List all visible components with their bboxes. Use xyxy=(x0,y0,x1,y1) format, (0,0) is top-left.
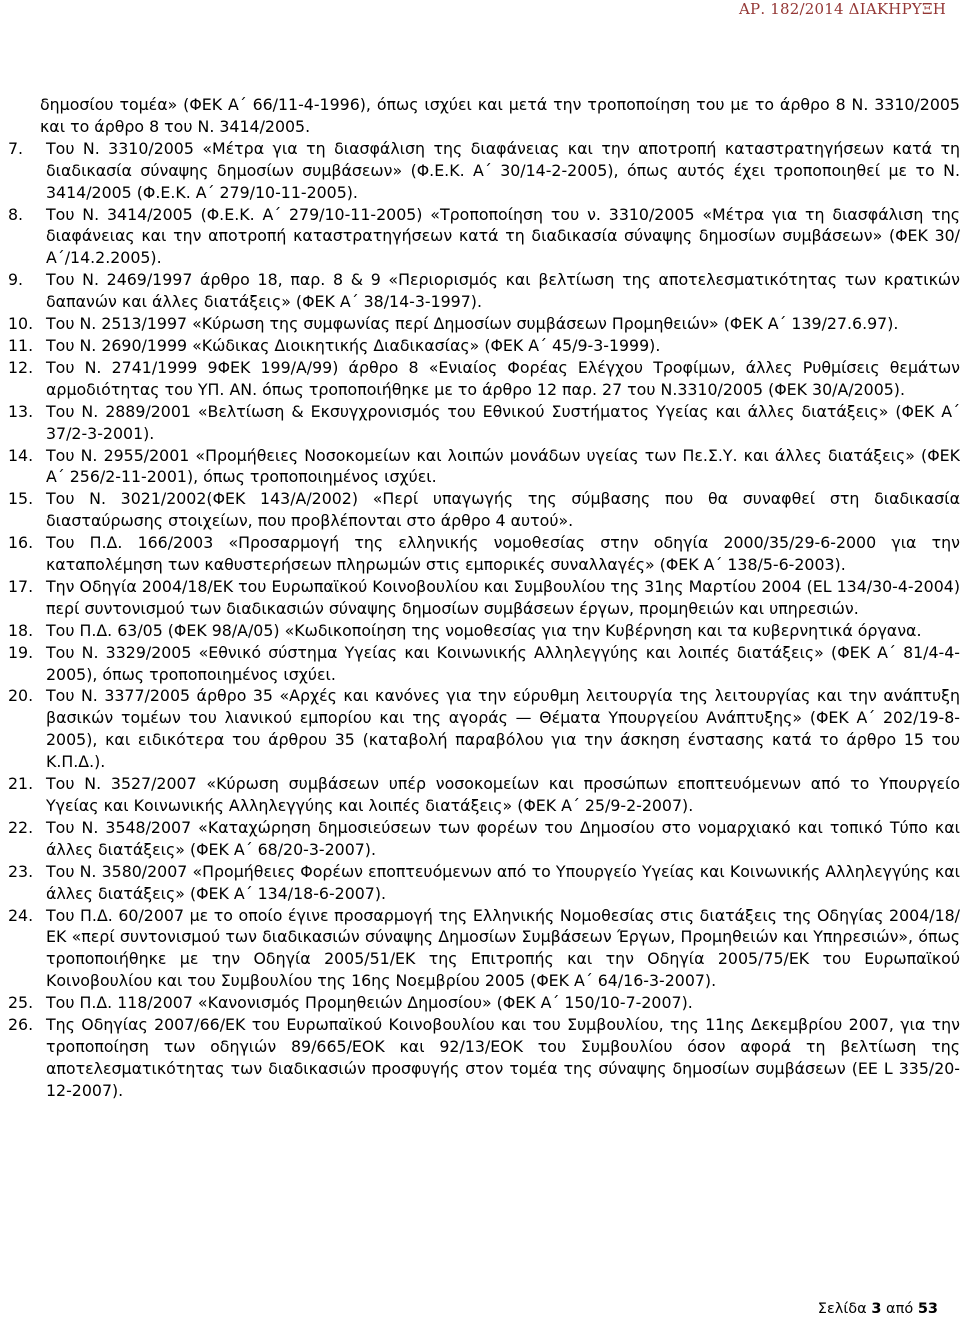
page-number xyxy=(818,1301,938,1317)
list-item xyxy=(8,204,960,270)
list-item xyxy=(8,269,960,313)
list-item-text: Του Ν. 2889/2001 «Βελτίωση & Εκσυγχρονισμός του Εθνικού Συστήματος Υγείας και άλλες διατάξεις» (ΦΕΚ Α΄ 37/2-3-2001). xyxy=(46,401,960,443)
list-item-text: Του Ν. 2469/1997 άρθρο 18, παρ. 8 & 9 «Περιορισμός και βελτίωση της αποτελεσματικότητας των κρατικών δαπανών και άλλες διατάξεις» (ΦΕΚ Α΄ 38/14-3-1997). xyxy=(46,270,960,312)
list-item-number: 15. xyxy=(8,489,34,509)
list-item-text: Του Ν. 2955/2001 «Προμήθειες Νοσοκομείων και λοιπών μονάδων υγείας των Πε.Σ.Υ. και άλλες διατάξεις» (ΦΕΚ Α΄ 256/2-11-2001), όπως τροποποιημένος ισχύει. xyxy=(46,445,960,487)
list-item-text: Του Ν. 3310/2005 «Μέτρα για τη διασφάλιση της διαφάνειας και την αποτροπή καταστρατηγήσεων κατά τη διαδικασία σύναψης δημοσίων συμβάσεων» (Φ.Ε.Κ. Α΄ 30/14-2-2005), όπως αυτός έχει τροποποιηθεί με το Ν. 3414/2005 (Φ.Ε.Κ. Α΄ 279/10-11-2005). xyxy=(46,138,960,202)
list-item-text: Την Οδηγία 2004/18/ΕΚ του Ευρωπαϊκού Κοινοβουλίου και Συμβουλίου της 31ης Μαρτίου 2004 (EL 134/30-4-2004) περί συντονισμού των διαδικασιών σύναψης δημοσίων συμβάσεων έργων, προμηθειών και υπηρεσιών. xyxy=(46,576,960,618)
list-item xyxy=(8,620,960,642)
list-item-number: 8. xyxy=(8,204,24,224)
page-header xyxy=(0,0,960,20)
list-item-number: 18. xyxy=(8,620,34,640)
list-item-text: Του Π.Δ. 118/2007 «Κανονισμός Προμηθειών Δημοσίου» (ΦΕΚ Α΄ 150/10-7-2007). xyxy=(46,993,693,1013)
page-current: 3 xyxy=(871,1301,882,1317)
list-item-text: Του Ν. 3329/2005 «Εθνικό σύστημα Υγείας και Κοινωνικής Αλληλεγγύης και λοιπές διατάξεις» (ΦΕΚ Α΄ 81/4-4-2005), όπως τροποποιημένος ισχύει. xyxy=(46,642,960,684)
intro-paragraph: δημοσίου τομέα» (ΦΕΚ Α΄ 66/11-4-1996), όπως ισχύει και μετά την τροποποίηση του με το άρθρο 8 Ν. 3310/2005 και το άρθρο 8 του Ν. 3414/2005. xyxy=(40,95,960,136)
list-item xyxy=(8,576,960,620)
list-item-text: Του Ν. 3414/2005 (Φ.Ε.Κ. Α΄ 279/10-11-2005) «Τροποποίηση του ν. 3310/2005 «Μέτρα για τη διασφάλιση της διαφάνειας και την αποτροπή καταστρατηγήσεων κατά τη διαδικασία σύναψης δημοσίων συμβάσεων» (ΦΕΚ 30/Α΄/14.2.2005). xyxy=(46,204,960,268)
list-item-text: Του Π.Δ. 63/05 (ΦΕΚ 98/Α/05) «Κωδικοποίηση της νομοθεσίας για την Κυβέρνηση και τα κυβερνητικά όργανα. xyxy=(46,620,922,640)
list-item xyxy=(8,357,960,401)
list-item xyxy=(8,861,960,905)
page-of-label: από xyxy=(886,1301,914,1317)
list-item-text: Του Π.Δ. 166/2003 «Προσαρμογή της ελληνικής νομοθεσίας στην οδηγία 2000/35/29-6-2000 για την καταπολέμηση των καθυστερήσεων πληρωμών στις εμπορικές συναλλαγές» (ΦΕΚ Α΄ 138/5-6-2003). xyxy=(46,533,960,575)
page-label: Σελίδα xyxy=(817,1301,867,1317)
list-item-number: 19. xyxy=(8,642,34,662)
list-item-number: 11. xyxy=(8,335,34,355)
list-item xyxy=(8,138,960,204)
list-item xyxy=(8,905,960,993)
list-item-number: 25. xyxy=(8,993,34,1013)
list-item-number: 16. xyxy=(8,533,34,553)
list-item xyxy=(8,642,960,686)
list-item xyxy=(8,773,960,817)
list-item-text: Του Ν. 2741/1999 9ΦΕΚ 199/Α/99) άρθρο 8 «Ενιαίος Φορέας Ελέγχου Τροφίμων, άλλες Ρυθμίσεις θεμάτων αρμοδιότητας του ΥΠ. ΑΝ. όπως τροποποιήθηκε με το άρθρο 12 παρ. 27 του Ν.3310/2005 (ΦΕΚ 30/Α/2005). xyxy=(46,357,960,399)
list-item xyxy=(8,313,960,335)
list-item-number: 12. xyxy=(8,357,34,377)
list-item-text: Του Ν. 3527/2007 «Κύρωση συμβάσεων υπέρ νοσοκομείων και προσώπων εποπτευόμενων από το Υπουργείο Υγείας και Κοινωνικής Αλληλεγγύης και λοιπές διατάξεις» (ΦΕΚ Α΄ 25/9-2-2007). xyxy=(46,774,960,815)
list-item xyxy=(8,992,960,1014)
document-body xyxy=(8,94,960,1102)
list-item-number: 26. xyxy=(8,1015,34,1035)
list-item-text: Της Οδηγίας 2007/66/ΕΚ του Ευρωπαϊκού Κοινοβουλίου και του Συμβουλίου, της 11ης Δεκεμβρίου 2007, για την τροποποίηση των οδηγιών 89/665/ΕΟΚ και 92/13/ΕΟΚ του Συμβουλίου όσον αφορά τη βελτίωση της αποτελεσματικότητας των διαδικασιών προσφυγής στον τομέα της σύναψης δημοσίων συμβάσεων (EE L 335/20-12-2007). xyxy=(46,1015,960,1100)
list-item xyxy=(8,335,960,357)
list-item-number: 21. xyxy=(8,774,34,794)
list-item-number: 23. xyxy=(8,861,34,881)
list-item xyxy=(8,817,960,861)
list-item-number: 22. xyxy=(8,817,34,837)
list-item xyxy=(8,401,960,445)
list-item-number: 10. xyxy=(8,314,34,334)
list-item xyxy=(8,488,960,532)
list-item-text: Του Ν. 2513/1997 «Κύρωση της συμφωνίας περί Δημοσίων συμβάσεων Προμηθειών» (ΦΕΚ Α΄ 139/27.6.97). xyxy=(46,314,899,334)
list-item-number: 17. xyxy=(8,576,34,596)
list-item-text: Του Ν. 3377/2005 άρθρο 35 «Αρχές και κανόνες για την εύρυθμη λειτουργία της λειτουργίας και την ανάπτυξη βασικών τομέων του λιανικού εμπορίου και της αγοράς — Θέματα Υπουργείου Ανάπτυξης» (ΦΕΚ Α΄ 202/19-8-2005), και ειδικότερα του άρθρου 35 (καταβολή παραβόλου για την άσκηση ένστασης κατά το άρθρο 15 του Κ.Π.Δ.). xyxy=(46,686,960,772)
list-item xyxy=(8,685,960,773)
list-item xyxy=(8,1014,960,1102)
document-title: ΑΡ. 182/2014 ΔΙΑΚΗΡΥΞΗ xyxy=(739,0,946,18)
list-item-text: Του Π.Δ. 60/2007 με το οποίο έγινε προσαρμογή της Ελληνικής Νομοθεσίας στις διατάξεις της Οδηγίας 2004/18/ΕΚ «περί συντονισμού των διαδικασιών σύναψης Δημοσίων Συμβάσεων Έργων, Προμηθειών και Υπηρεσιών», όπως τροποποιήθηκε με την Οδηγία 2005/51/ΕΚ της Επιτροπής και την Οδηγία 2005/75/ΕΚ του Ευρωπαϊκού Κοινοβουλίου και του Συμβουλίου της 16ης Νοεμβρίου 2005 (ΦΕΚ Α΄ 64/16-3-2007). xyxy=(46,905,960,991)
list-item-number: 14. xyxy=(8,445,34,465)
list-item-number: 24. xyxy=(8,905,34,925)
list-item-text: Του Ν. 3548/2007 «Καταχώρηση δημοσιεύσεων των φορέων του Δημοσίου στο νομαρχιακό και τοπικό Τύπο και άλλες διατάξεις» (ΦΕΚ Α΄ 68/20-3-2007). xyxy=(46,817,960,859)
list-item-text: Του Ν. 3580/2007 «Προμήθειες Φορέων εποπτευόμενων από το Υπουργείο Υγείας και Κοινωνικής Αλληλεγγύης και άλλες διατάξεις» (ΦΕΚ Α΄ 134/18-6-2007). xyxy=(46,861,960,903)
list-item-text: Του Ν. 3021/2002(ΦΕΚ 143/Α/2002) «Περί υπαγωγής της σύμβασης που θα συναφθεί στη διαδικασία διασταύρωσης στοιχείων, που προβλέπονται στο άρθρο 4 αυτού». xyxy=(46,489,960,531)
list-item-number: 20. xyxy=(8,686,34,706)
page-total: 53 xyxy=(917,1301,938,1317)
list-item xyxy=(8,445,960,489)
list-item xyxy=(8,532,960,576)
list-item-number: 9. xyxy=(8,270,24,290)
legislation-list xyxy=(8,138,960,1102)
list-item-text: Του Ν. 2690/1999 «Κώδικας Διοικητικής Διαδικασίας» (ΦΕΚ Α΄ 45/9-3-1999). xyxy=(46,335,661,355)
list-item-number: 7. xyxy=(8,138,24,158)
list-item-number: 13. xyxy=(8,401,34,421)
